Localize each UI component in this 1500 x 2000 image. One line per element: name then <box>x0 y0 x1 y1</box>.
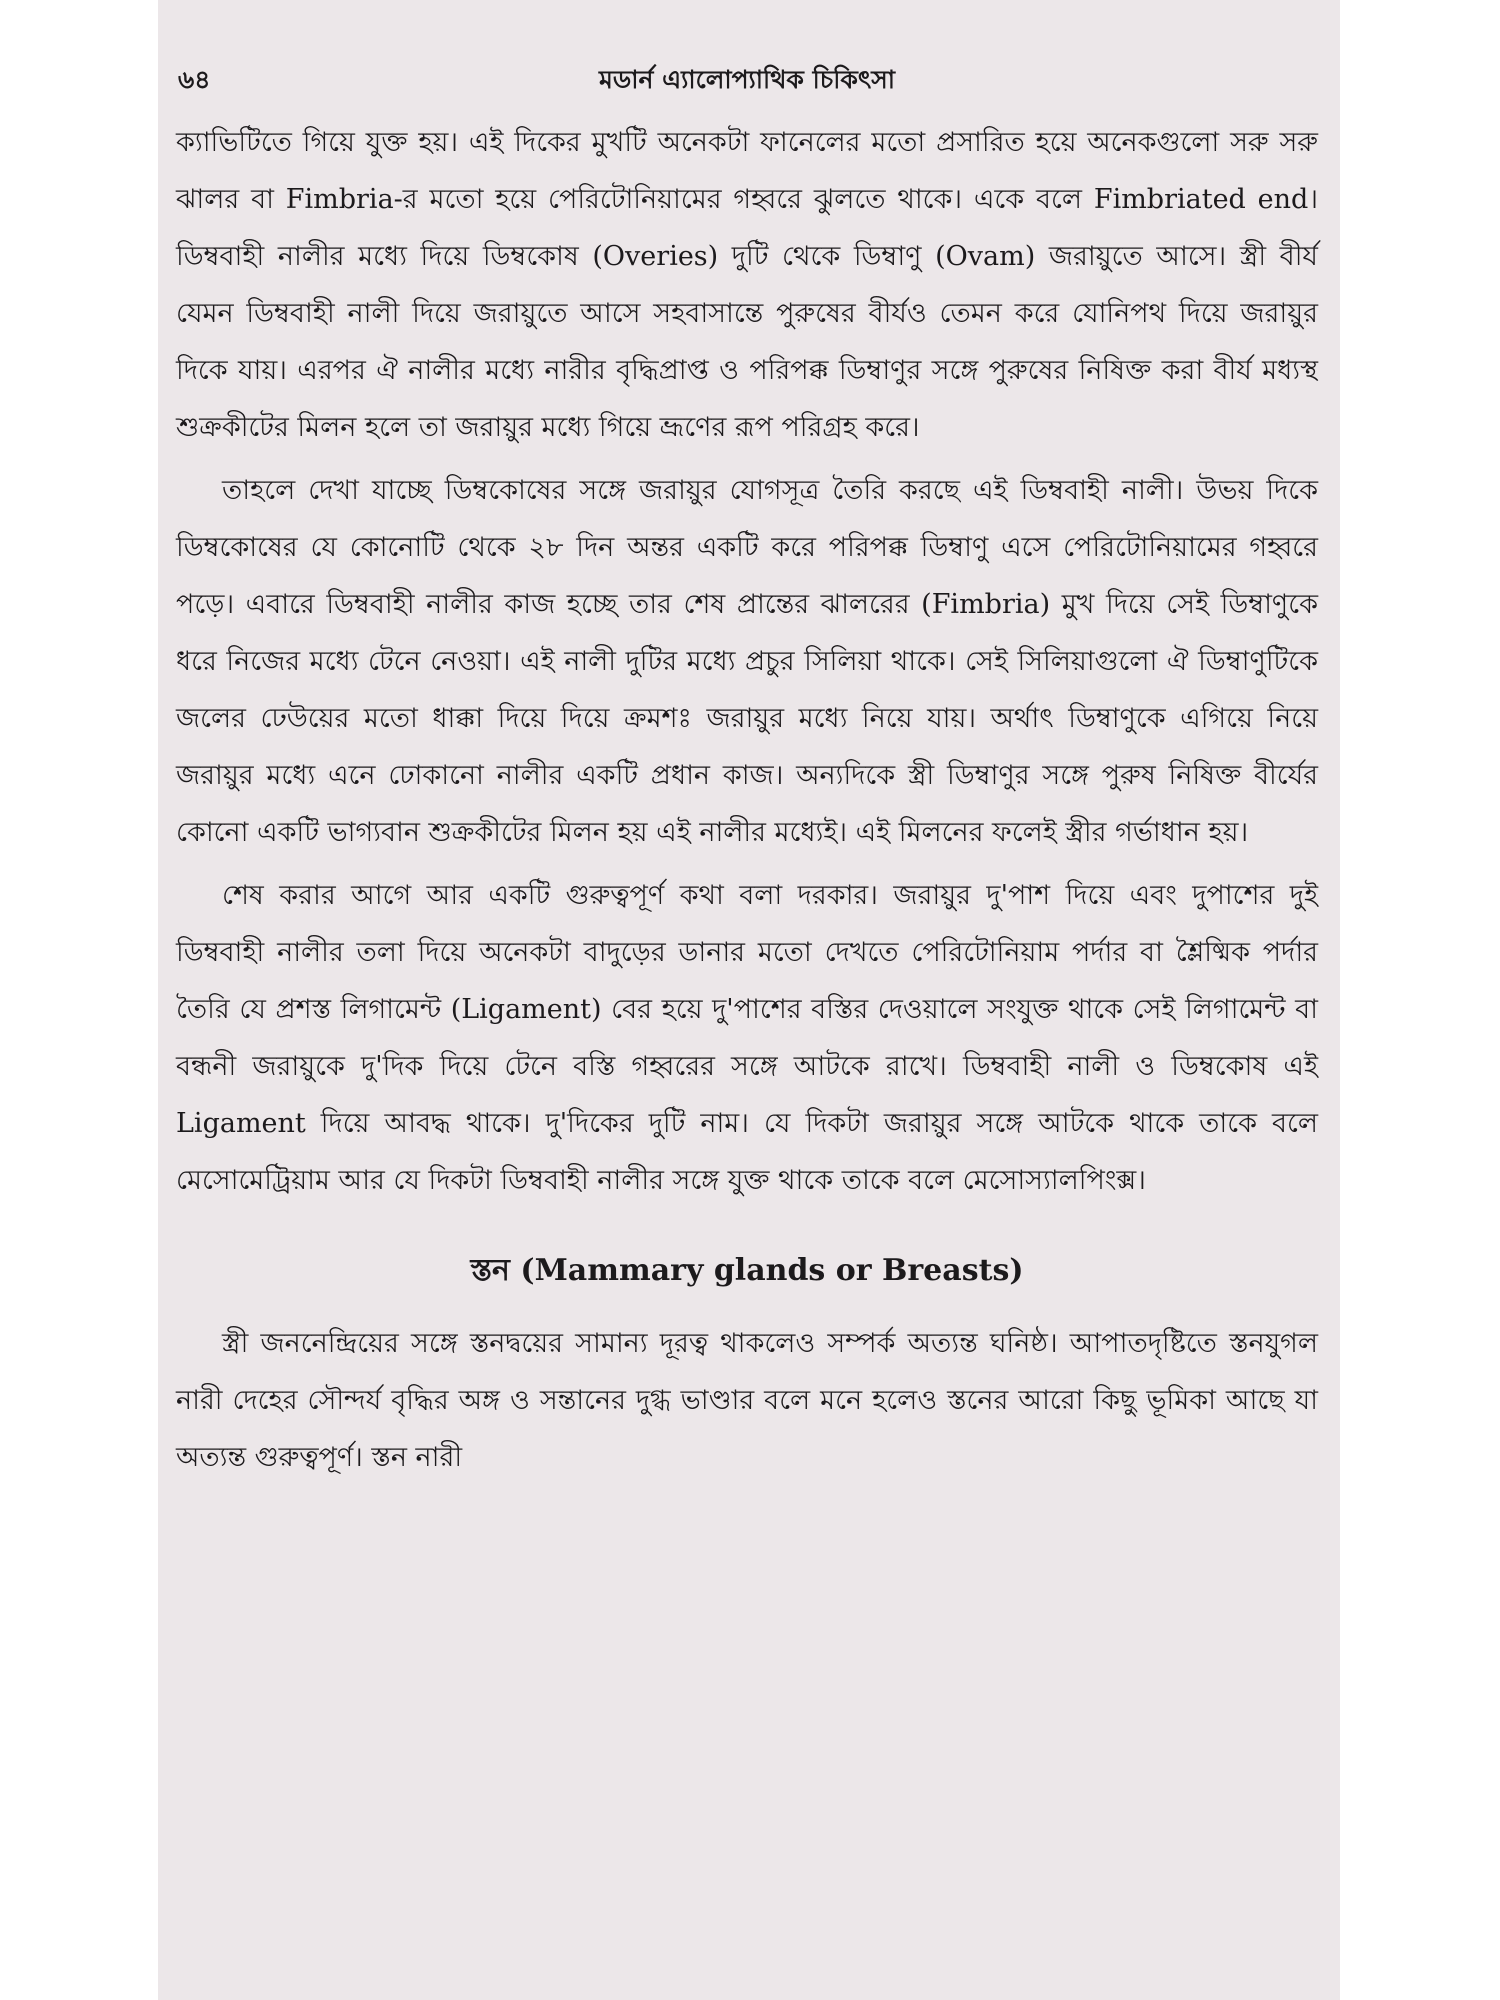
paragraph-ovum-transport: তাহলে দেখা যাচ্ছে ডিম্বকোষের সঙ্গে জরায়ুর যোগসূত্র তৈরি করছে এই ডিম্ববাহী নালী। উভয় দিকে ডিম্বকোষের যে কোনোটি থেকে ২৮ দিন অন্তর একটি করে পরিপক্ক ডিম্বাণু এসে পেরিটোনিয়ামের গহ্বরে পড়ে। এবারে ডিম্ববাহী নালীর কাজ হচ্ছে তার শেষ প্রান্তের ঝালরের (Fimbria) মুখ দিয়ে সেই ডিম্বাণুকে ধরে নিজের মধ্যে টেনে নেওয়া। এই নালী দুটির মধ্যে প্রচুর সিলিয়া থাকে। সেই সিলিয়াগুলো ঐ ডিম্বাণুটিকে জলের ঢেউয়ের মতো ধাক্কা দিয়ে দিয়ে ক্রমশঃ জরায়ুর মধ্যে নিয়ে যায়। অর্থাৎ ডিম্বাণুকে এগিয়ে নিয়ে জরায়ুর মধ্যে এনে ঢোকানো নালীর একটি প্রধান কাজ। অন্যদিকে স্ত্রী ডিম্বাণুর সঙ্গে পুরুষ নিষিক্ত বীর্যের কোনো একটি ভাগ্যবান শুক্রকীটের মিলন হয় এই নালীর মধ্যেই। এই মিলনের ফলেই স্ত্রীর গর্ভাধান হয়। <box>176 475 1318 848</box>
book-title: মডার্ন এ্যালোপ্যাথিক চিকিৎসা <box>598 65 896 94</box>
paragraph-breasts-intro: স্ত্রী জননেন্দ্রিয়ের সঙ্গে স্তনদ্বয়ের সামান্য দূরত্ব থাকলেও সম্পর্ক অত্যন্ত ঘনিষ্ঠ। আপাতদৃষ্টিতে স্তনযুগল নারী দেহের সৌন্দর্য বৃদ্ধির অঙ্গ ও সন্তানের দুগ্ধ ভাণ্ডার বলে মনে হলেও স্তনের আরো কিছু ভূমিকা আছে যা অত্যন্ত গুরুত্বপূর্ণ। স্তন নারী <box>176 1328 1318 1473</box>
page-number: ৬৪ <box>178 65 211 94</box>
paragraph-broad-ligament: শেষ করার আগে আর একটি গুরুত্বপূর্ণ কথা বলা দরকার। জরায়ুর দু'পাশ দিয়ে এবং দুপাশের দুই ডিম্ববাহী নালীর তলা দিয়ে অনেকটা বাদুড়ের ডানার মতো দেখতে পেরিটোনিয়াম পর্দার বা শ্লৈষ্মিক পর্দার তৈরি যে প্রশস্ত লিগামেন্ট (Ligament) বের হয়ে দু'পাশের বস্তির দেওয়ালে সংযুক্ত থাকে সেই লিগামেন্ট বা বন্ধনী জরায়ুকে দু'দিক দিয়ে টেনে বস্তি গহ্বরের সঙ্গে আটকে রাখে। ডিম্ববাহী নালী ও ডিম্বকোষ এই Ligament দিয়ে আবদ্ধ থাকে। দু'দিকের দুটি নাম। যে দিকটা জরায়ুর সঙ্গে আটকে থাকে তাকে বলে মেসোমেট্রিয়াম আর যে দিকটা ডিম্ববাহী নালীর সঙ্গে যুক্ত থাকে তাকে বলে মেসোস্যালপিংক্স। <box>176 880 1318 1196</box>
section-heading-breasts: স্তন (Mammary glands or Breasts) <box>470 1253 1024 1288</box>
book-page <box>158 0 1340 2000</box>
running-header <box>176 56 1318 104</box>
paragraph-fallopian-tube: ক্যাভিটিতে গিয়ে যুক্ত হয়। এই দিকের মুখটি অনেকটা ফানেলের মতো প্রসারিত হয়ে অনেকগুলো সরু সরু ঝালর বা Fimbria-র মতো হয়ে পেরিটোনিয়ামের গহ্বরে ঝুলতে থাকে। একে বলে Fimbriated end। ডিম্ববাহী নালীর মধ্যে দিয়ে ডিম্বকোষ (Overies) দুটি থেকে ডিম্বাণু (Ovam) জরায়ুতে আসে। স্ত্রী বীর্য যেমন ডিম্ববাহী নালী দিয়ে জরায়ুতে আসে সহবাসান্তে পুরুষের বীর্যও তেমন করে যোনিপথ দিয়ে জরায়ুর দিকে যায়। এরপর ঐ নালীর মধ্যে নারীর বৃদ্ধিপ্রাপ্ত ও পরিপক্ক ডিম্বাণুর সঙ্গে পুরুষের নিষিক্ত করা বীর্য মধ্যস্থ শুক্রকীটের মিলন হলে তা জরায়ুর মধ্যে গিয়ে ভ্রূণের রূপ পরিগ্রহ করে। <box>176 127 1318 443</box>
